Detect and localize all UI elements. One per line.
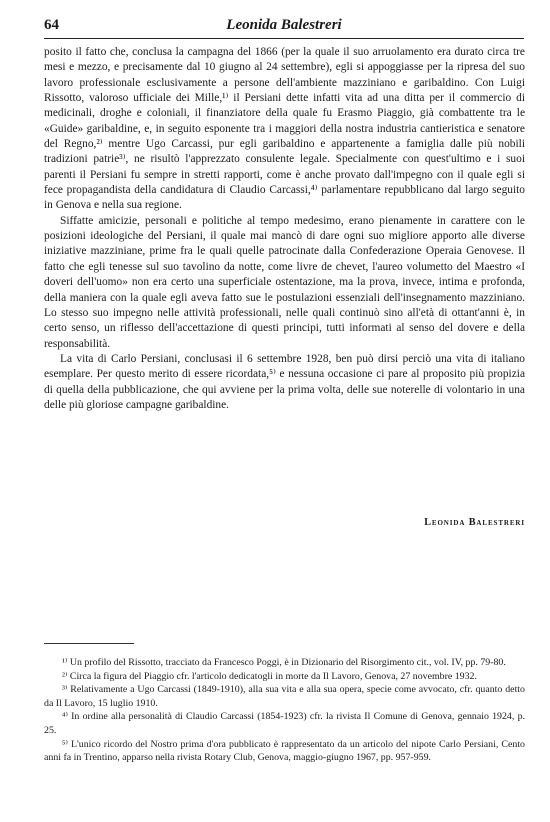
- running-head: Leonida Balestreri: [226, 17, 342, 33]
- footnote-divider: [44, 643, 134, 644]
- footnotes: [44, 656, 525, 765]
- page-header: [44, 14, 524, 39]
- paragraph: Siffatte amicizie, personali e politiche al tempo medesimo, erano pienamente in carattere con le posizioni ideologiche del Persiani, il quale mai mancò di dare ogni suo migliore apporto alle diverse iniziative mazziniane, prime fra le quali quelle patrocinate dalla Confederazione Operaia Genovese. Il fatto che egli tenesse sul suo tavolino da notte, come livre de chevet, l'aureo volumetto del Maestro «I doveri dell'uomo» non era certo una superficiale ostentazione, ma la prova, invece, intima e profonda, della maniera con la quale egli aveva fatto sue le postulazioni essenziali dell'insegnamento mazziniano. Lo stesso suo impegno nelle attività professionali, nelle quali continuò sino all'età di ottant'anni è, in certo senso, un riflesso dell'accettazione di questi principi, tutti informati al senso del dovere e della responsabilità.: [44, 214, 525, 350]
- paragraph: posito il fatto che, conclusa la campagna del 1866 (per la quale il suo arruolamento era durato circa tre mesi e mezzo, e precisamente dal 10 giugno al 24 settembre), egli si appoggiasse per la ripresa del suo lavoro professionale esclusivamente a persone dell'ambiente mazziniano e garibaldino. Con Luigi Rissotto, valoroso ufficiale dei Mille,¹⁾ il Persiani dette infatti vita ad una ditta per il commercio di medicinali, droghe e coloniali, il finanziatore della quale fu Erasmo Piaggio, già combattente tra le «Guide» garibaldine, e, in seguito esponente tra i maggiori della nostra industria cantieristica e senatore del Regno,²⁾ mentre Ugo Carcassi, pur egli garibaldino e appartenente a famiglia dalle più nobili tradizioni patrie³⁾, ne risultò l'apprezzato consulente legale. Specialmente con quest'ultimo e i suoi parenti il Persiani fu sempre in stretti rapporti, come è anche provato dall'impegno con il quale egli si fece propagandista della candidatura di Claudio Carcassi,⁴⁾ parlamentare repubblicano dal largo seguito in Genova e nella sua regione.: [44, 46, 525, 212]
- footnote: ⁴⁾ In ordine alla personalità di Claudio Carcassi (1854-1923) cfr. la rivista Il Comune di Genova, gennaio 1924, p. 25.: [44, 711, 525, 736]
- paragraph: La vita di Carlo Persiani, conclusasi il 6 settembre 1928, ben può dirsi perciò una vita di italiano esemplare. Per questo merito di essere ricordata,⁵⁾ e nessuna occasione ci pare al proposito più propizia di quella della pubblicazione, che qui avviene per la prima volta, delle sue noterelle di volontario in una delle più gloriose campagne garibaldine.: [44, 352, 525, 411]
- footnote: ¹⁾ Un profilo del Rissotto, tracciato da Francesco Poggi, è in Dizionario del Risorgimento cit., vol. IV, pp. 79-80.: [62, 657, 506, 668]
- footnote: ²⁾ Circa la figura del Piaggio cfr. l'articolo dedicatogli in morte da Il Lavoro, Genova, 27 novembre 1932.: [62, 670, 477, 682]
- footnote: ⁵⁾ L'unico ricordo del Nostro prima d'ora pubblicato è rappresentato da un articolo del nipote Carlo Persiani, Cento anni fa in Trentino, apparso nella rivista Rotary Club, Genova, maggio-giugno 1967, pp. 957-959.: [44, 738, 525, 764]
- footnote: ³⁾ Relativamente a Ugo Carcassi (1849-1910), alla sua vita e alla sua opera, specie come avvocato, cfr. quanto detto da Il Lavoro, 15 luglio 1910.: [44, 684, 525, 709]
- author-signature: Leonida Balestreri: [424, 517, 525, 528]
- body-text: [44, 45, 525, 413]
- page-number: 64: [44, 17, 59, 33]
